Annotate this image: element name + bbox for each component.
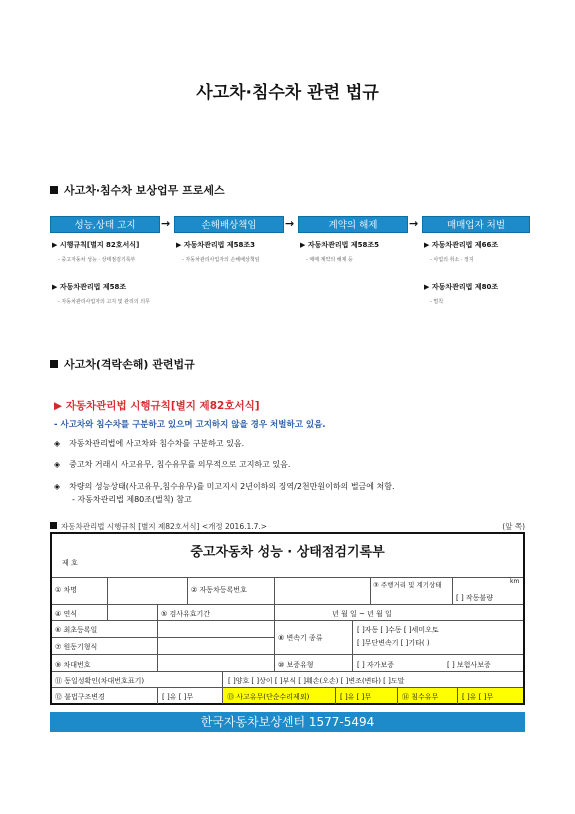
square-bullet-icon <box>50 186 58 194</box>
law-title: ▶ 자동차관리법 시행규칙[별지 제82호서식] <box>54 400 260 412</box>
square-bullet-icon <box>50 360 58 368</box>
step-detail-3: ▶ 자동차관리법 제58조5 - 매매 계약의 해제 등 <box>300 241 379 263</box>
form-caption: 자동차관리법 시행규칙 [별지 제82호서식] <개정 2016.1.7.> (앞 쪽) <box>50 521 525 532</box>
process-step-1: 성능,상태 고지 <box>50 216 160 233</box>
process-step-2: 손해배상책임 <box>174 216 284 233</box>
law-bullet-1: ◈ 자동차관리법에 사고차와 침수차를 구분하고 있음. <box>54 439 245 448</box>
inspection-record-form: 중고자동차 성능 · 상태점검기록부 제 호 ① 차명 ② 자동차등록번호 ③ 주행거리 및 계기상태 km [ ] 작동불량 ④ 연식 ⑤ 검사유효기간 년 월 일 ~ 년 월 일 ⑥ 최초등록일 ⑧ 변속기 종류 [ ]자동 [ ]수동 [ ]세미오토 [ ]무단변속기 [ ]기타( ) ⑦ 원동기형식 ⑨ 차대번호 ⑩ 보증유형 [ ] 자가보증 [ ] 보험사보증 ⑪ 동일성확인(차대번호표기) [ ]양호 [ ]상이 [ ]부식 [ ]훼손(오손) [ ]변조(변타) [ ]도말 ⑫ 불법구조변경 [ ]유 [ ]무 ⑬ 사고유무(단순수리제외) [ ]유 [ ]무 ⑭ 침수유무 [ ]유 [ ]무 <box>50 532 525 705</box>
diamond-bullet-icon: ◈ <box>54 482 61 491</box>
law-bullet-3: ◈ 차량의 성능상태(사고유무,침수유무)를 미고지시 2년이하의 징역/2천만원이하의 벌금에 처함. <box>54 482 395 491</box>
process-step-4: 매매업자 처벌 <box>422 216 530 233</box>
page-title: 사고차·침수차 관련 법규 <box>196 83 379 103</box>
section-heading-process: 사고차·침수차 보상업무 프로세스 <box>50 182 225 198</box>
law-bullet-sub: - 자동차관리법 제80조(벌칙) 참고 <box>72 495 192 504</box>
footer-contact-bar: 한국자동차보상센터 1577-5494 <box>50 712 525 732</box>
arrow-right-icon: → <box>161 217 171 230</box>
step-detail-2: ▶ 자동차관리법 제58조3 - 자동차관리사업자의 손해배상책임 <box>176 241 260 263</box>
diamond-bullet-icon: ◈ <box>54 439 61 448</box>
step-detail-1: ▶ 시행규칙[별지 82호서식] - 중고자동차 성능 · 상태점검기록부 <box>52 241 140 263</box>
arrow-right-icon: → <box>409 217 419 230</box>
step-detail-6: ▶ 자동차관리법 제80조 - 벌칙 <box>424 283 499 305</box>
square-bullet-icon <box>50 522 57 529</box>
form-number: 제 호 <box>62 559 78 567</box>
law-description: - 사고차와 침수차를 구분하고 있으며 고지하지 않을 경우 처벌하고 있음. <box>54 420 326 430</box>
diamond-bullet-icon: ◈ <box>54 460 61 469</box>
step-detail-4: ▶ 자동차관리법 제66조 - 사업의 취소 · 정지 <box>424 241 499 263</box>
section-heading-laws: 사고차(격락손해) 관련법규 <box>50 356 195 372</box>
step-detail-5: ▶ 자동차관리법 제58조 - 자동차관리사업자의 고지 및 관리의 의무 <box>52 283 150 305</box>
process-flow <box>50 216 530 234</box>
law-bullet-2: ◈ 중고차 거래시 사고유무, 침수유무를 의무적으로 고지하고 있음. <box>54 460 291 469</box>
form-title: 중고자동차 성능 · 상태점검기록부 <box>190 545 385 560</box>
arrow-right-icon: → <box>285 217 295 230</box>
process-step-3: 계약의 해제 <box>298 216 408 233</box>
